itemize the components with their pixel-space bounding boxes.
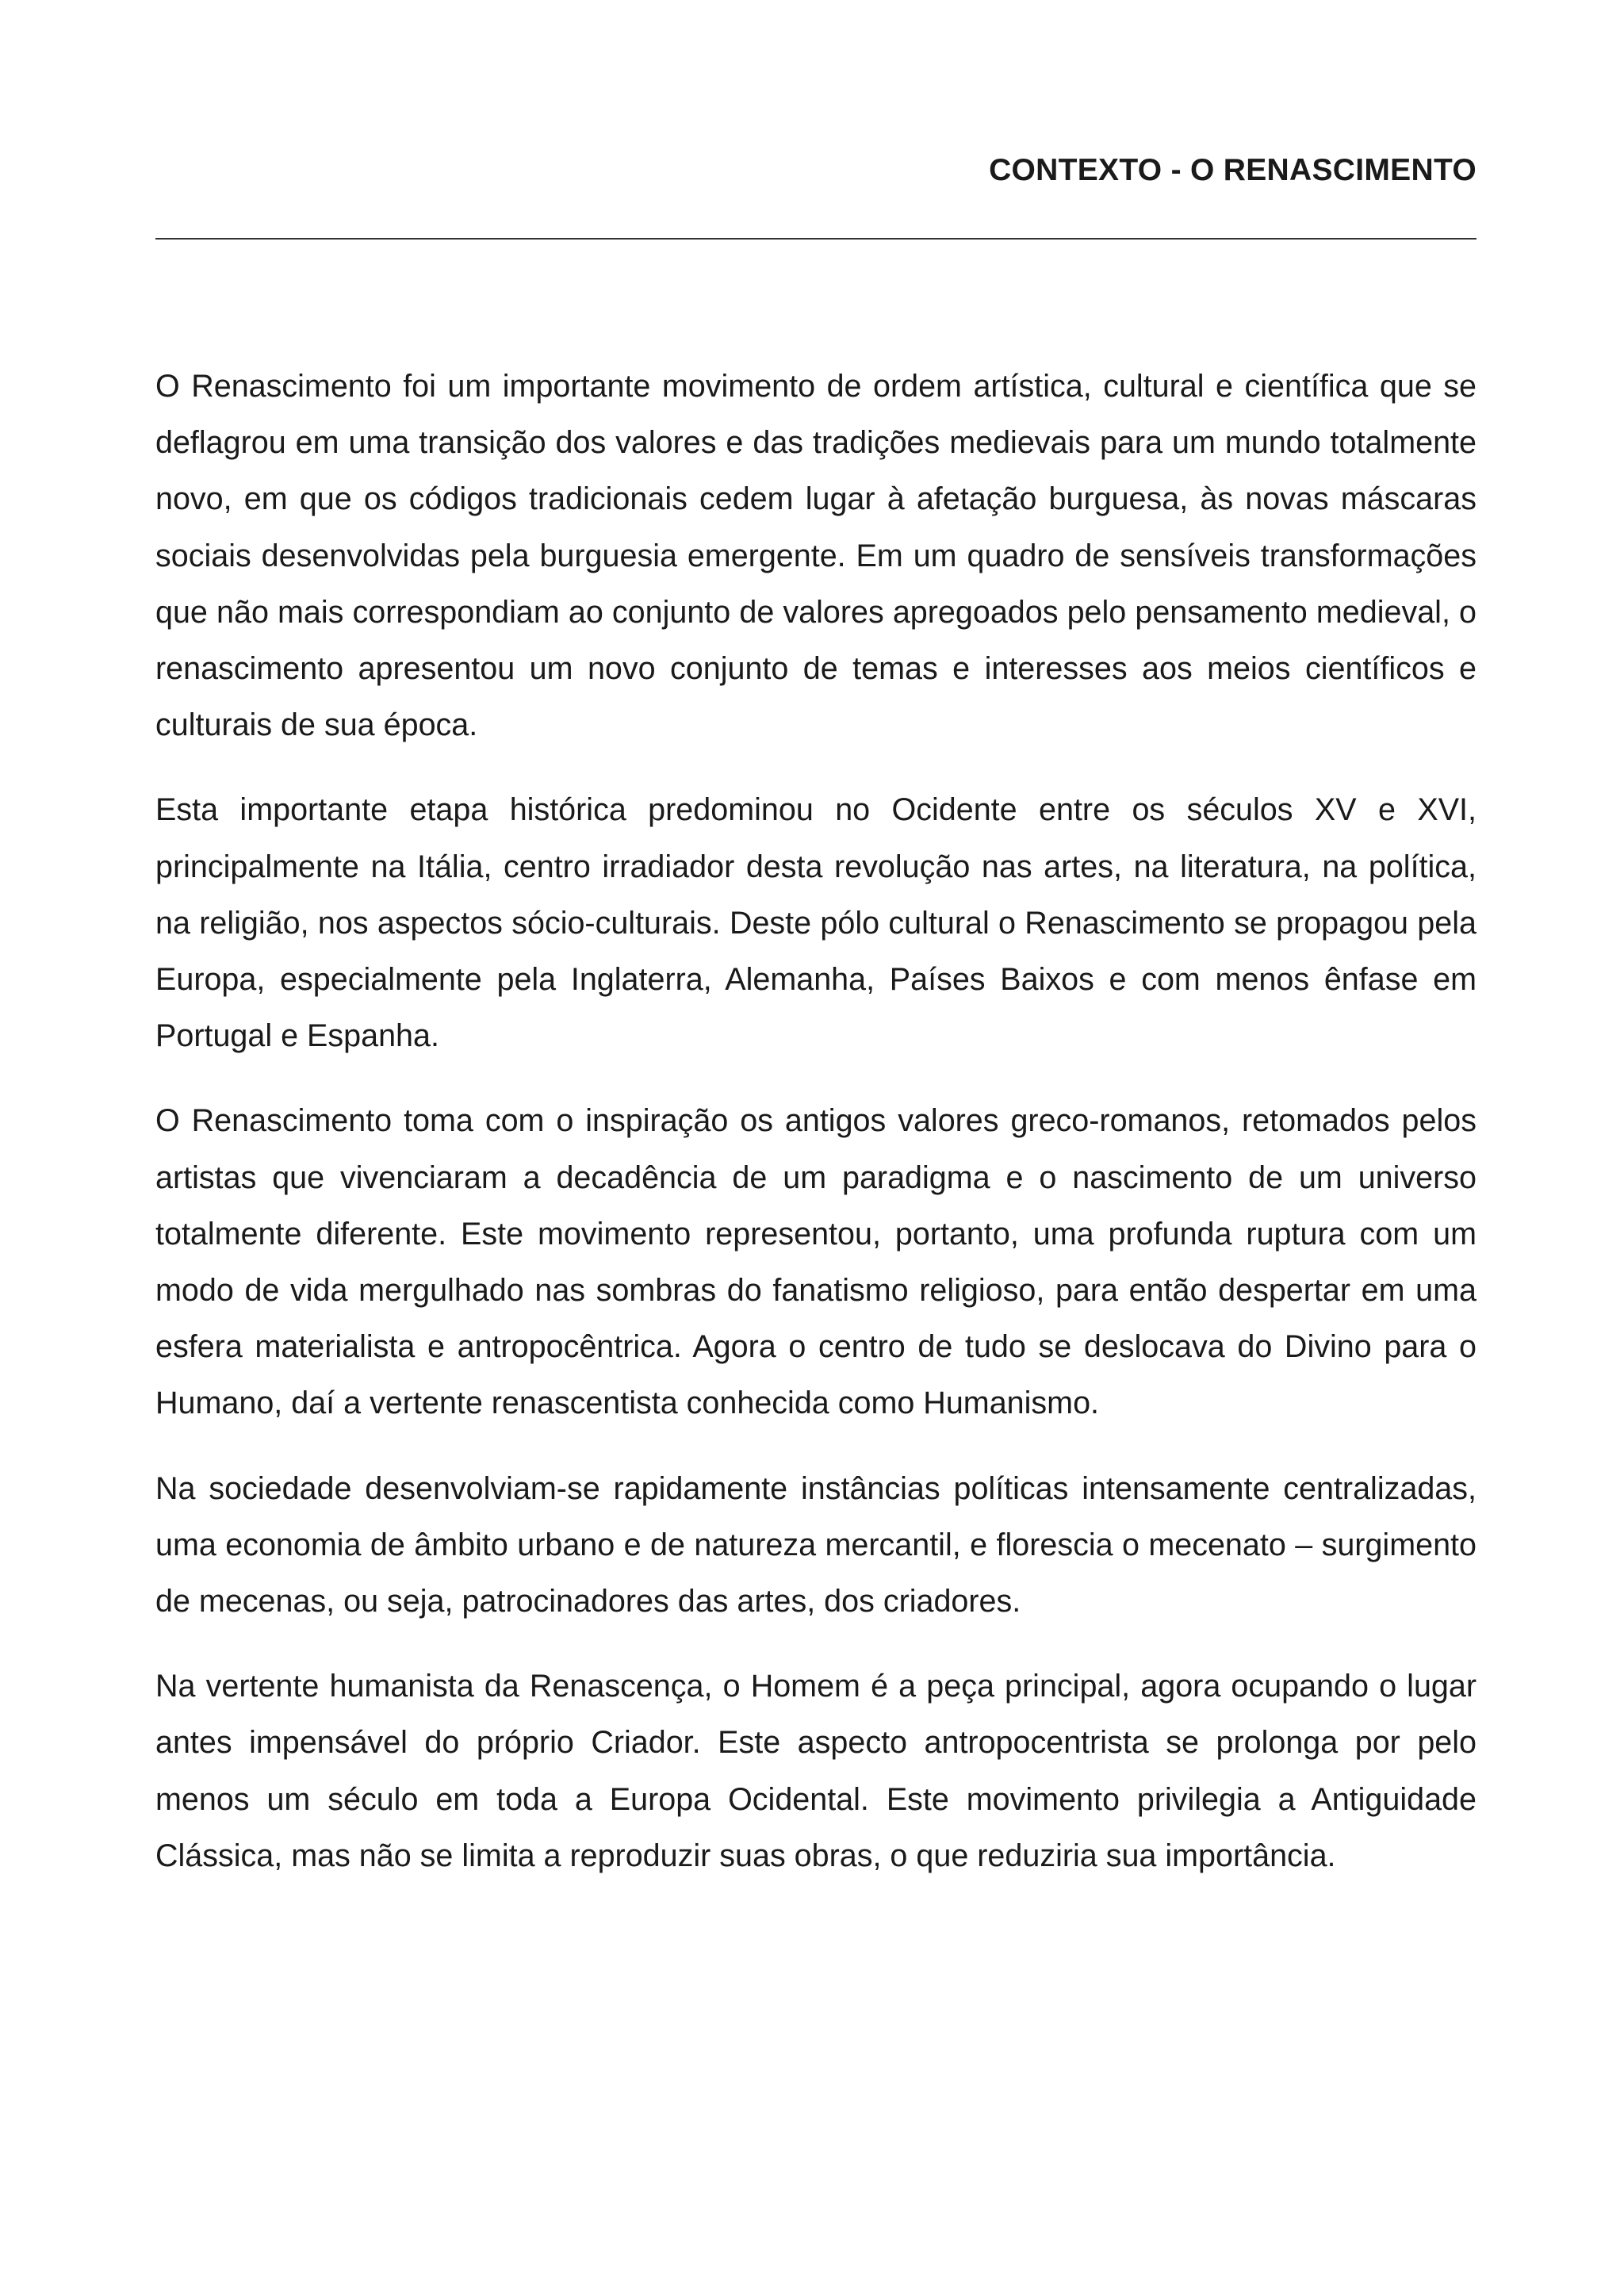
paragraph-5: Na vertente humanista da Renascença, o Homem é a peça principal, agora ocupando o lugar antes impensável do próprio Criador. Este aspecto antropocentrista se prolonga por pelo menos um século em toda a Europa Ocidental. Este movimento privilegia a Antiguidade Clássica, mas não se limita a reproduzir suas obras, o que reduziria sua importância.: [155, 1669, 1477, 1873]
document-body: [155, 358, 1477, 1913]
page-header-title: CONTEXTO - O RENASCIMENTO: [989, 153, 1477, 187]
paragraph-4: Na sociedade desenvolviam-se rapidamente instâncias políticas intensamente centralizadas, uma economia de âmbito urbano e de natureza mercantil, e florescia o mecenato – surgimento de mecenas, ou seja, patrocinadores das artes, dos criadores.: [155, 1470, 1477, 1619]
header-divider: [155, 238, 1477, 240]
paragraph-2: Esta importante etapa histórica predominou no Ocidente entre os séculos XV e XVI, principalmente na Itália, centro irradiador desta revolução nas artes, na literatura, na política, na religião, nos aspectos sócio-culturais. Deste pólo cultural o Renascimento se propagou pela Europa, especialmente pela Inglaterra, Alemanha, Países Baixos e com menos ênfase em Portugal e Espanha.: [155, 792, 1477, 1054]
paragraph-3: O Renascimento toma com o inspiração os antigos valores greco-romanos, retomados pelos artistas que vivenciaram a decadência de um paradigma e o nascimento de um universo totalmente diferente. Este movimento representou, portanto, uma profunda ruptura com um modo de vida mergulhado nas sombras do fanatismo religioso, para então despertar em uma esfera materialista e antropocêntrica. Agora o centro de tudo se deslocava do Divino para o Humano, daí a vertente renascentista conhecida como Humanismo.: [155, 1103, 1477, 1421]
paragraph-1: O Renascimento foi um importante movimento de ordem artística, cultural e científica que se deflagrou em uma transição dos valores e das tradições medievais para um mundo totalmente novo, em que os códigos tradicionais cedem lugar à afetação burguesa, às novas máscaras sociais desenvolvidas pela burguesia emergente. Em um quadro de sensíveis transformações que não mais correspondiam ao conjunto de valores apregoados pelo pensamento medieval, o renascimento apresentou um novo conjunto de temas e interesses aos meios científicos e culturais de sua época.: [155, 369, 1477, 743]
